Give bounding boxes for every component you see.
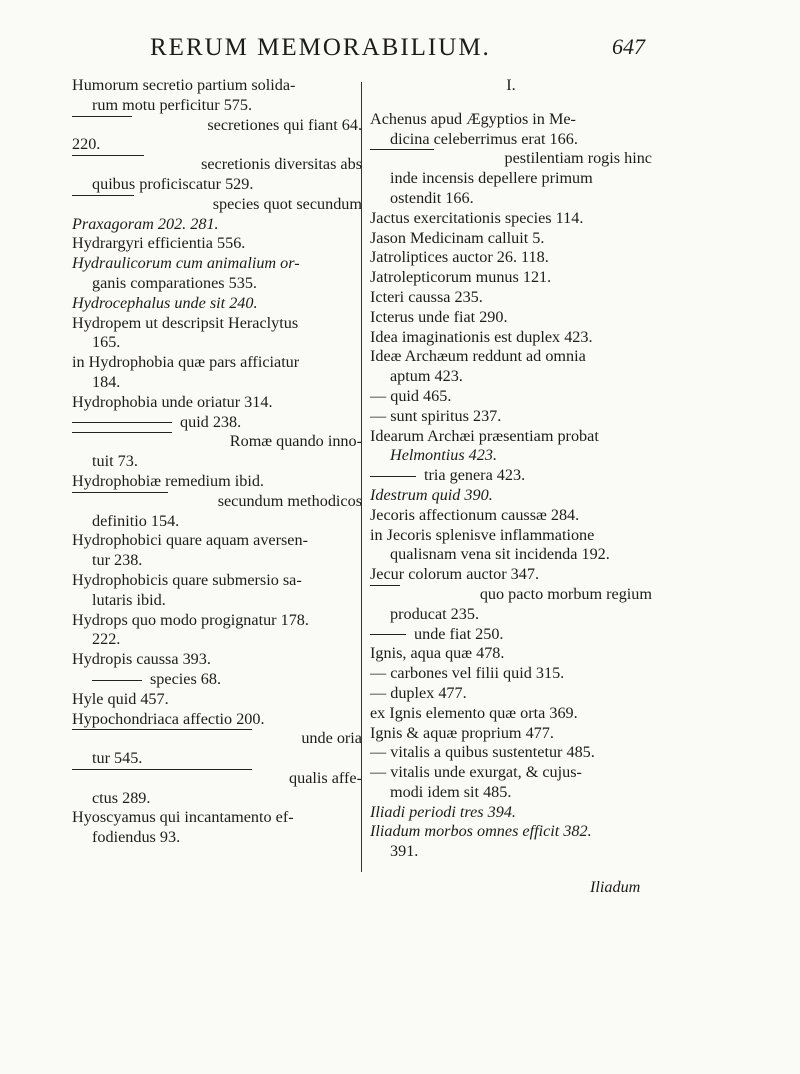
index-entry: Hydrops quo modo progignatur 178.	[72, 610, 309, 629]
index-entry: Hydraulicorum cum animalium or-	[72, 254, 300, 273]
index-entry: — vitalis a quibus sustentetur 485.	[370, 743, 595, 762]
index-entry: Ignis & aquæ proprium 477.	[370, 723, 554, 742]
index-entry: Hypochondriaca affectio 200.	[72, 709, 265, 728]
index-entry: Hydrocephalus unde sit 240.	[72, 293, 258, 312]
index-entry: Icteri caussa 235.	[370, 287, 483, 306]
index-entry: ganis comparationes 535.	[92, 273, 257, 292]
index-entry: Idestrum quid 390.	[370, 485, 493, 504]
index-entry: Romæ quando inno-	[72, 432, 362, 452]
repeat-dash	[72, 195, 134, 215]
index-entry: 220.	[72, 135, 101, 154]
running-head: RERUM MEMORABILIUM.	[150, 34, 491, 61]
index-entry: Hydrophobiæ remedium ibid.	[72, 471, 264, 490]
index-entry: Hyle quid 457.	[72, 689, 169, 708]
repeat-dash	[370, 634, 406, 635]
index-entry: Jason Medicinam calluit 5.	[370, 228, 545, 247]
catchword: Iliadum	[590, 878, 641, 896]
index-entry: unde oria	[72, 729, 362, 749]
index-entry: ex Ignis elemento quæ orta 369.	[370, 703, 578, 722]
index-entry: 391.	[390, 842, 419, 861]
index-entry: tria genera 423.	[370, 466, 652, 486]
index-entry: — sunt spiritus 237.	[370, 406, 502, 425]
index-entry: unde fiat 250.	[370, 625, 652, 645]
index-entry: Icterus unde fiat 290.	[370, 307, 508, 326]
repeat-dash	[92, 680, 142, 681]
index-entry: lutaris ibid.	[92, 590, 166, 609]
index-entry: 184.	[92, 372, 121, 391]
index-entry: Achenus apud Ægyptios in Me-	[370, 109, 576, 128]
index-entry: quo pacto morbum regium	[370, 585, 652, 605]
index-entry: tuit 73.	[92, 452, 138, 471]
index-entry: Hydrargyri efficientia 556.	[72, 234, 246, 253]
index-entry: secretionis diversitas abs	[72, 155, 362, 175]
index-entry: Helmontius 423.	[390, 446, 498, 465]
index-entry: Jatrolepticorum munus 121.	[370, 268, 552, 287]
repeat-dash	[370, 476, 416, 477]
index-entry: Jecoris affectionum caussæ 284.	[370, 505, 580, 524]
index-entry: Jecur colorum auctor 347.	[370, 565, 540, 584]
repeat-dash	[370, 149, 434, 169]
index-entry: definitio 154.	[92, 511, 180, 530]
index-entry: Hydrophobia unde oriatur 314.	[72, 392, 273, 411]
index-entry: qualisnam vena sit incidenda 192.	[390, 545, 610, 564]
index-entry: — quid 465.	[370, 386, 452, 405]
index-entry: secundum methodicos	[72, 492, 362, 512]
index-entry: Idea imaginationis est duplex 423.	[370, 327, 593, 346]
index-entry: in Hydrophobia quæ pars afficiatur	[72, 353, 300, 372]
index-entry: dicina celeberrimus erat 166.	[390, 129, 578, 148]
index-entry: quibus proficiscatur 529.	[92, 174, 254, 193]
index-entry: in Jecoris splenisve inflammatione	[370, 525, 595, 544]
index-entry: — vitalis unde exurgat, & cujus-	[370, 763, 582, 782]
index-entry: Hydrophobicis quare submersio sa-	[72, 570, 302, 589]
index-entry: rum motu perficitur 575.	[92, 95, 253, 114]
index-entry: Hydrophobici quare aquam aversen-	[72, 531, 308, 550]
index-entry: Jatroliptices auctor 26. 118.	[370, 248, 549, 267]
index-entry: tur 545.	[92, 749, 143, 768]
index-entry: 222.	[92, 630, 121, 649]
index-entry: ostendit 166.	[390, 188, 474, 207]
repeat-dash	[72, 432, 172, 452]
index-entry: — duplex 477.	[370, 683, 467, 702]
index-entry: tur 238.	[92, 551, 143, 570]
index-entry: modi idem sit 485.	[390, 782, 512, 801]
index-entry: secretiones qui fiant 64.	[72, 116, 362, 136]
index-entry: Iliadi periodi tres 394.	[370, 802, 516, 821]
index-entry: Iliadum morbos omnes efficit 382.	[370, 822, 592, 841]
index-entry: Hydropis caussa 393.	[72, 650, 211, 669]
left-column	[72, 76, 362, 848]
index-entry: Humorum secretio partium solida-	[72, 76, 296, 94]
index-entry: pestilentiam rogis hinc	[370, 149, 652, 169]
index-entry: producat 235.	[390, 604, 480, 623]
index-entry: Hyoscyamus qui incantamento ef-	[72, 808, 294, 827]
index-entry: aptum 423.	[390, 367, 463, 386]
index-entry: Hydropem ut descripsit Heraclytus	[72, 313, 299, 332]
index-entry: — carbones vel filii quid 315.	[370, 664, 565, 683]
section-letter: I.	[506, 76, 516, 94]
repeat-dash	[72, 155, 144, 175]
right-column	[370, 76, 652, 862]
index-entry: 165.	[92, 333, 121, 352]
repeat-dash	[72, 422, 172, 423]
index-entry: quid 238.	[72, 413, 362, 433]
index-entry: fodiendus 93.	[92, 828, 181, 847]
index-entry: Idearum Archæi præsentiam probat	[370, 426, 599, 445]
page-number: 647	[612, 34, 645, 59]
index-entry: inde incensis depellere primum	[390, 169, 593, 188]
repeat-dash	[72, 116, 132, 136]
index-entry: species quot secundum	[72, 195, 362, 215]
repeat-dash	[72, 729, 252, 749]
repeat-dash	[370, 585, 400, 605]
index-entry: Ideæ Archæum reddunt ad omnia	[370, 347, 586, 366]
index-entry: Ignis, aqua quæ 478.	[370, 644, 505, 663]
repeat-dash	[72, 769, 252, 789]
index-entry: Jactus exercitationis species 114.	[370, 208, 584, 227]
index-entry: Praxagoram 202. 281.	[72, 214, 219, 233]
index-entry: ctus 289.	[92, 788, 151, 807]
index-entry: species 68.	[72, 670, 362, 690]
index-entry: qualis affe-	[72, 769, 362, 789]
repeat-dash	[72, 492, 168, 512]
